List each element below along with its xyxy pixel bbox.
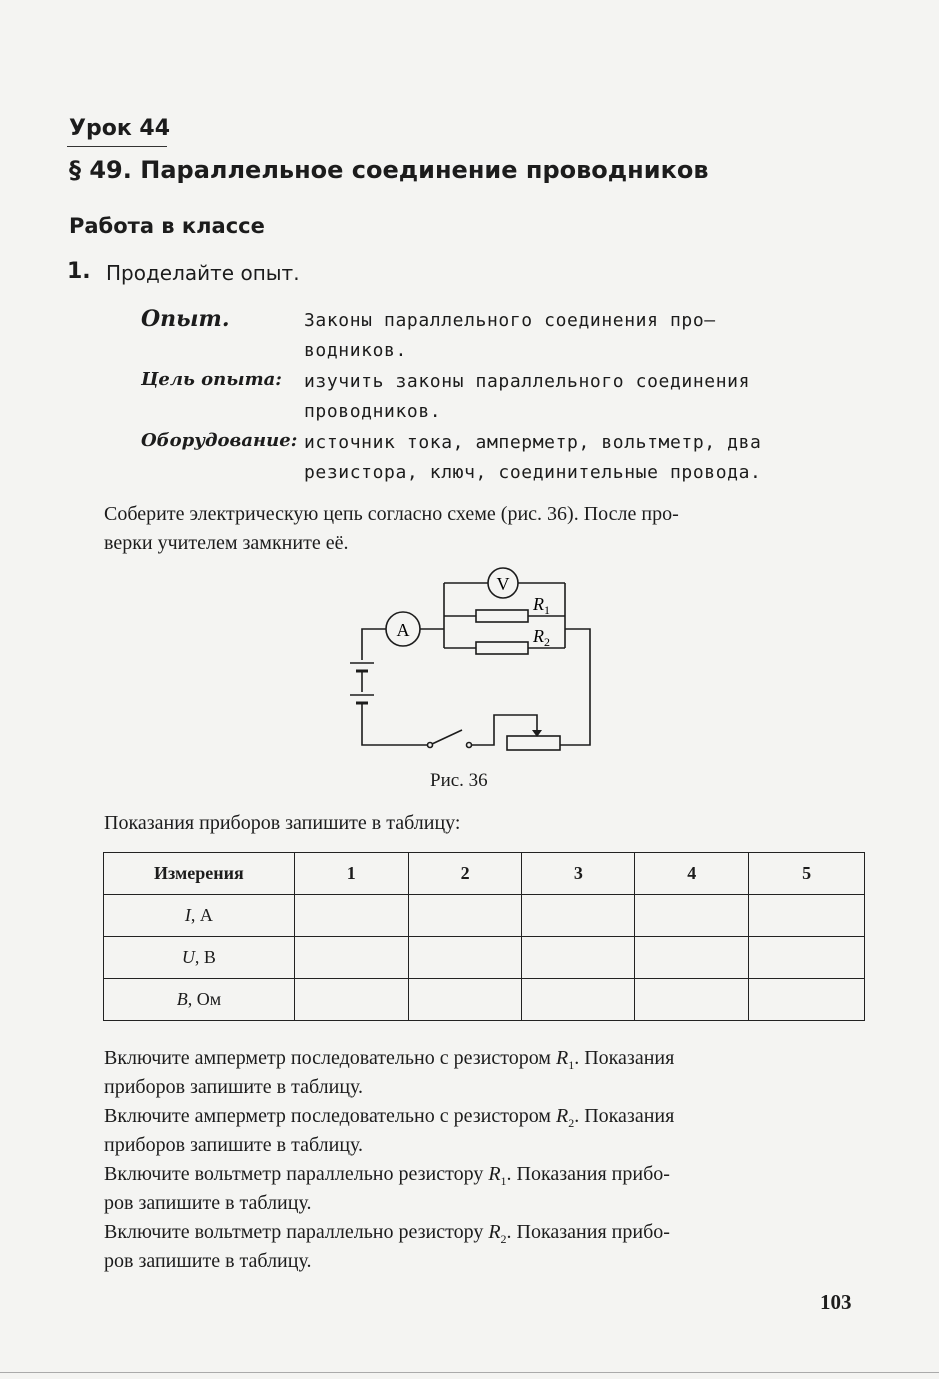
header-cell-measurements: Измерения <box>104 853 295 895</box>
header-cell-5: 5 <box>749 853 865 895</box>
table-cell <box>294 895 408 937</box>
header-cell-3: 3 <box>522 853 635 895</box>
assemble-line2: верки учителем замкните её. <box>104 532 349 554</box>
table-cell <box>749 895 865 937</box>
instruction-3-line1: Включите вольтметр параллельно резистору $R_1$. Показания прибо- <box>104 1163 670 1188</box>
table-cell <box>408 979 522 1021</box>
instruction-4-line2: ров запишите в таблицу. <box>104 1250 312 1272</box>
instruction-1-line1: Включите амперметр последовательно с резистором $R_1$. Показания <box>104 1047 675 1072</box>
table-row <box>104 895 865 937</box>
table-header-row <box>104 853 865 895</box>
opyt-line2: водников. <box>304 340 407 361</box>
instruction-3-line2: ров запишите в таблицу. <box>104 1192 312 1214</box>
table-cell <box>522 895 635 937</box>
assemble-line1: Соберите электрическую цепь согласно схеме (рис. 36). После про- <box>104 503 679 525</box>
opyt-line1: Законы параллельного соединения про– <box>304 310 716 331</box>
subheading: Работа в классе <box>69 214 265 238</box>
header-cell-4: 4 <box>635 853 749 895</box>
row-label-current: I, А <box>104 895 295 937</box>
table-cell <box>294 979 408 1021</box>
table-intro: Показания приборов запишите в таблицу: <box>104 812 461 834</box>
r2-label: $R_2$ <box>533 626 550 649</box>
wire-battery-switch <box>362 703 427 745</box>
equipment-line2: резистора, ключ, соединительные провода. <box>304 462 762 483</box>
voltmeter-label: V <box>496 574 510 594</box>
section-title: § 49. Параллельное соединение проводников <box>69 156 709 184</box>
table-cell <box>749 937 865 979</box>
switch-contact-right <box>467 743 472 748</box>
page-edge-line <box>0 1372 939 1373</box>
header-cell-2: 2 <box>408 853 522 895</box>
table-cell <box>635 979 749 1021</box>
task-number: 1. <box>67 259 91 284</box>
table-cell <box>522 937 635 979</box>
table-cell <box>635 895 749 937</box>
instruction-1-line2: приборов запишите в таблицу. <box>104 1076 364 1098</box>
lesson-title: Урок 44 <box>69 116 171 141</box>
circuit-diagram <box>330 560 610 760</box>
table-cell <box>408 895 522 937</box>
wire-ammeter-battery <box>362 629 386 660</box>
opyt-label: Опыт. <box>141 306 230 332</box>
table-cell <box>294 937 408 979</box>
task-text: Проделайте опыт. <box>106 261 300 285</box>
table-cell <box>522 979 635 1021</box>
equipment-line1: источник тока, амперметр, вольтметр, два <box>304 432 762 453</box>
ammeter-label: A <box>396 620 410 640</box>
goal-label: Цель опыта: <box>141 369 282 390</box>
figure-caption: Рис. 36 <box>430 770 488 791</box>
table-cell <box>635 937 749 979</box>
resistor-r1 <box>476 610 528 622</box>
row-label-resistance: B, Ом <box>104 979 295 1021</box>
table-cell <box>408 937 522 979</box>
goal-line1: изучить законы параллельного соединения <box>304 371 751 392</box>
lesson-underline <box>67 146 167 147</box>
instruction-2-line1: Включите амперметр последовательно с резистором $R_2$. Показания <box>104 1105 675 1130</box>
page-number: 103 <box>820 1290 852 1314</box>
rheostat-body <box>507 736 560 750</box>
table-row <box>104 937 865 979</box>
header-cell-1: 1 <box>294 853 408 895</box>
r1-label: $R_1$ <box>533 594 550 617</box>
table-cell <box>749 979 865 1021</box>
resistor-r2 <box>476 642 528 654</box>
table-row <box>104 979 865 1021</box>
equipment-label: Оборудование: <box>141 430 298 451</box>
instruction-2-line2: приборов запишите в таблицу. <box>104 1134 364 1156</box>
wire-switch-rheostat <box>472 715 537 745</box>
switch-blade <box>432 730 462 744</box>
row-label-voltage: U, В <box>104 937 295 979</box>
goal-line2: проводников. <box>304 401 442 422</box>
instruction-4-line1: Включите вольтметр параллельно резистору $R_2$. Показания прибо- <box>104 1221 670 1246</box>
measurement-table <box>103 852 865 1021</box>
